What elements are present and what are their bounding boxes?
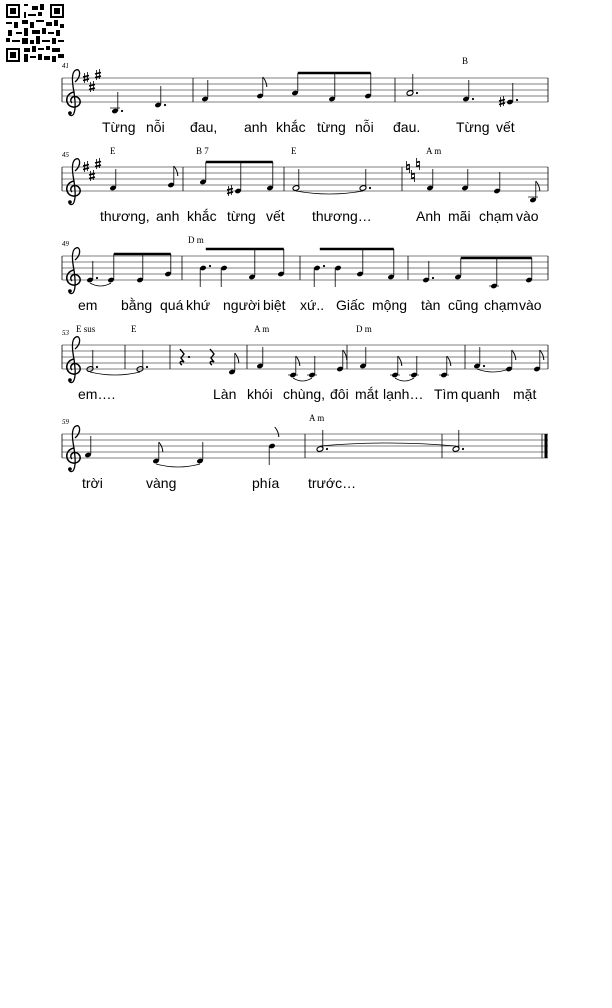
lyric-word: quá	[160, 297, 184, 313]
note-dot	[164, 104, 166, 106]
chord-symbol: D m	[188, 235, 204, 245]
treble-clef-icon	[67, 337, 80, 383]
chord-symbol: A m	[309, 413, 325, 423]
sharp-icon	[95, 69, 101, 80]
lyric-word: mắt	[355, 386, 379, 402]
lyric-word: vết	[496, 119, 515, 135]
note-dot	[96, 277, 98, 279]
lyric-word: từng	[317, 119, 346, 135]
treble-clef-icon	[67, 70, 80, 116]
lyric-word: vào	[516, 208, 539, 224]
note-flag	[174, 166, 178, 176]
lyric-word: mãi	[448, 208, 471, 224]
tie	[296, 191, 363, 194]
note-flag	[398, 356, 402, 366]
sharp-icon	[89, 170, 95, 181]
lyric-word: khắc	[276, 119, 306, 135]
lyric-word: anh	[244, 119, 268, 135]
note-dot	[432, 277, 434, 279]
chord-symbol: E	[110, 146, 116, 156]
lyric-word: anh	[156, 208, 180, 224]
lyric-word: nỗi	[355, 119, 374, 135]
lyric-word: vào	[519, 297, 542, 313]
lyric-word: phía	[252, 475, 280, 491]
lyric-word: chạm	[484, 297, 519, 313]
lyric-word: xứ..	[300, 297, 325, 313]
sharp-icon	[95, 158, 101, 169]
lyric-word: đau.	[393, 119, 421, 135]
tie	[293, 378, 312, 381]
lyric-word: biệt	[263, 297, 286, 313]
lyric-word: lạnh…	[383, 386, 424, 402]
chord-symbol: B 7	[196, 146, 209, 156]
natural-icon	[412, 170, 415, 182]
note-dot	[472, 98, 474, 100]
tie	[90, 283, 111, 286]
lyric-word: Từng	[102, 119, 136, 135]
chord-symbol: B	[462, 56, 469, 66]
lyric-word: mặt	[513, 386, 537, 402]
note-dot	[369, 187, 371, 189]
natural-icon	[417, 158, 420, 170]
chord-symbol: E	[291, 146, 297, 156]
note-dot	[96, 366, 98, 368]
chord-symbol: A m	[254, 324, 270, 334]
note-flag	[159, 442, 163, 452]
tie	[156, 464, 200, 467]
lyric-word: mộng	[372, 297, 408, 313]
lyric-word: tàn	[421, 297, 441, 313]
lyric-word: chạm	[479, 208, 514, 224]
measure-number-53: 53	[62, 329, 69, 337]
lyric-word: em	[78, 297, 98, 313]
lyric-word: Tìm	[434, 386, 459, 402]
lyric-word: quanh	[461, 386, 500, 402]
note-flag	[235, 353, 239, 363]
note-dot	[462, 448, 464, 450]
measure-number-49: 49	[62, 240, 69, 248]
note-flag	[275, 427, 279, 437]
note-dot	[188, 356, 190, 358]
note-dot	[416, 92, 418, 94]
lyric-word: bằng	[121, 297, 153, 313]
tie	[90, 372, 140, 375]
note-dot	[209, 265, 211, 267]
lyric-word: người	[223, 297, 261, 313]
note-flag	[447, 356, 451, 366]
lyric-word: khứ	[186, 297, 211, 313]
note-flag	[296, 356, 300, 366]
measure-number-45: 45	[62, 151, 69, 159]
sharp-icon	[83, 161, 89, 172]
lyric-word: vết	[266, 208, 285, 224]
chord-symbol: E sus	[76, 324, 96, 334]
sharp-icon	[499, 96, 505, 107]
lyric-word: vàng	[146, 475, 177, 491]
lyric-word: từng	[227, 208, 256, 224]
note-dot	[326, 448, 328, 450]
lyric-word: thương,	[100, 208, 150, 224]
lyric-word: chùng,	[283, 386, 326, 402]
lyric-word: thương…	[312, 208, 372, 224]
lyric-word: cũng	[448, 297, 479, 313]
sharp-icon	[227, 185, 233, 196]
note-flag	[263, 77, 267, 87]
measure-number-59: 59	[62, 418, 69, 426]
lyric-word: trước…	[308, 475, 357, 491]
note-dot	[121, 110, 123, 112]
lyric-word: Giấc	[336, 297, 365, 313]
tie	[477, 369, 509, 372]
lyric-word: đôi	[330, 386, 349, 402]
tie	[320, 443, 456, 446]
note-flag	[536, 181, 540, 191]
note-dot	[516, 99, 518, 101]
sharp-icon	[83, 72, 89, 83]
lyric-word: đau,	[190, 119, 218, 135]
treble-clef-icon	[67, 426, 80, 472]
lyric-word: Anh	[416, 208, 441, 224]
note-dot	[146, 366, 148, 368]
measure-number-41: 41	[62, 62, 69, 70]
lyric-word: Làn	[213, 386, 237, 402]
lyric-word: em….	[78, 386, 116, 402]
chord-symbol: E	[131, 324, 137, 334]
lyric-word: khói	[247, 386, 273, 402]
lyric-word: nỗi	[146, 119, 165, 135]
tie	[395, 378, 414, 381]
treble-clef-icon	[67, 248, 80, 294]
lyric-word: Từng	[456, 119, 490, 135]
note-flag	[343, 350, 347, 360]
note-dot	[323, 265, 325, 267]
lyric-word: trời	[82, 475, 103, 491]
treble-clef-icon	[67, 159, 80, 205]
lyric-word: khắc	[187, 208, 217, 224]
chord-symbol: D m	[356, 324, 372, 334]
chord-symbol: A m	[426, 146, 442, 156]
sharp-icon	[89, 81, 95, 92]
note-dot	[483, 365, 485, 367]
note-flag	[512, 350, 516, 360]
note-flag	[540, 350, 544, 360]
